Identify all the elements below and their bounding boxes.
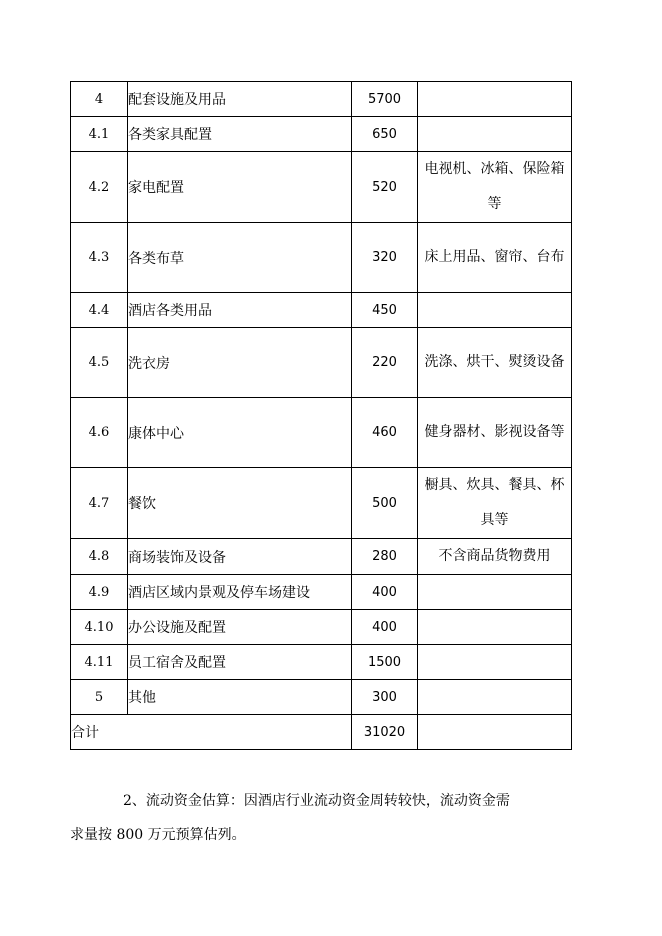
- row-amount: 280: [352, 539, 418, 575]
- row-number: 5: [71, 680, 128, 715]
- row-item-name: 康体中心: [128, 398, 352, 468]
- row-item-name: 各类布草: [128, 223, 352, 293]
- row-note: 橱具、炊具、餐具、杯具等: [418, 468, 572, 539]
- table-row: [71, 328, 572, 398]
- row-item-name: 其他: [128, 680, 352, 715]
- row-number: 4.1: [71, 117, 128, 152]
- row-number: 4.11: [71, 645, 128, 680]
- row-number: 4.6: [71, 398, 128, 468]
- total-amount: 31020: [352, 715, 418, 750]
- row-amount: 320: [352, 223, 418, 293]
- row-item-name: 家电配置: [128, 152, 352, 223]
- row-note: 床上用品、窗帘、台布: [418, 223, 572, 293]
- row-item-name: 员工宿舍及配置: [128, 645, 352, 680]
- row-amount: 1500: [352, 645, 418, 680]
- row-note: [418, 575, 572, 610]
- row-amount: 5700: [352, 82, 418, 117]
- row-item-name: 各类家具配置: [128, 117, 352, 152]
- table-row: [71, 223, 572, 293]
- row-number: 4.2: [71, 152, 128, 223]
- table-row: [71, 645, 572, 680]
- table-row: [71, 539, 572, 575]
- row-amount: 650: [352, 117, 418, 152]
- row-note: [418, 680, 572, 715]
- row-item-name: 酒店区域内景观及停车场建设: [128, 575, 352, 610]
- row-item-name: 配套设施及用品: [128, 82, 352, 117]
- table-row: [71, 293, 572, 328]
- row-number: 4: [71, 82, 128, 117]
- row-note: [418, 610, 572, 645]
- table-row: [71, 680, 572, 715]
- row-note: 电视机、冰箱、保险箱等: [418, 152, 572, 223]
- row-amount: 220: [352, 328, 418, 398]
- row-note: [418, 293, 572, 328]
- row-amount: 460: [352, 398, 418, 468]
- row-amount: 400: [352, 610, 418, 645]
- row-note: 不含商品货物费用: [418, 539, 572, 575]
- row-amount: 520: [352, 152, 418, 223]
- row-number: 4.5: [71, 328, 128, 398]
- table-row: [71, 152, 572, 223]
- row-note: [418, 117, 572, 152]
- row-item-name: 餐饮: [128, 468, 352, 539]
- row-number: 4.3: [71, 223, 128, 293]
- row-item-name: 酒店各类用品: [128, 293, 352, 328]
- table-row: [71, 468, 572, 539]
- row-note: [418, 645, 572, 680]
- row-number: 4.10: [71, 610, 128, 645]
- row-item-name: 洗衣房: [128, 328, 352, 398]
- table-row: [71, 575, 572, 610]
- row-amount: 450: [352, 293, 418, 328]
- investment-table: [70, 81, 572, 750]
- row-amount: 300: [352, 680, 418, 715]
- working-capital-paragraph: 2、流动资金估算：因酒店行业流动资金周转较快，流动资金需: [123, 793, 510, 809]
- row-note: 健身器材、影视设备等: [418, 398, 572, 468]
- table-row: [71, 610, 572, 645]
- total-row: [71, 715, 572, 750]
- row-item-name: 办公设施及配置: [128, 610, 352, 645]
- working-capital-paragraph-cont: 求量按 800 万元预算估列。: [70, 827, 246, 843]
- row-number: 4.4: [71, 293, 128, 328]
- table-row: [71, 82, 572, 117]
- row-number: 4.8: [71, 539, 128, 575]
- total-note: [418, 715, 572, 750]
- table-row: [71, 117, 572, 152]
- row-number: 4.7: [71, 468, 128, 539]
- table-row: [71, 398, 572, 468]
- total-label: 合计: [71, 715, 352, 750]
- row-amount: 500: [352, 468, 418, 539]
- row-number: 4.9: [71, 575, 128, 610]
- row-item-name: 商场装饰及设备: [128, 539, 352, 575]
- row-note: 洗涤、烘干、熨烫设备: [418, 328, 572, 398]
- row-note: [418, 82, 572, 117]
- row-amount: 400: [352, 575, 418, 610]
